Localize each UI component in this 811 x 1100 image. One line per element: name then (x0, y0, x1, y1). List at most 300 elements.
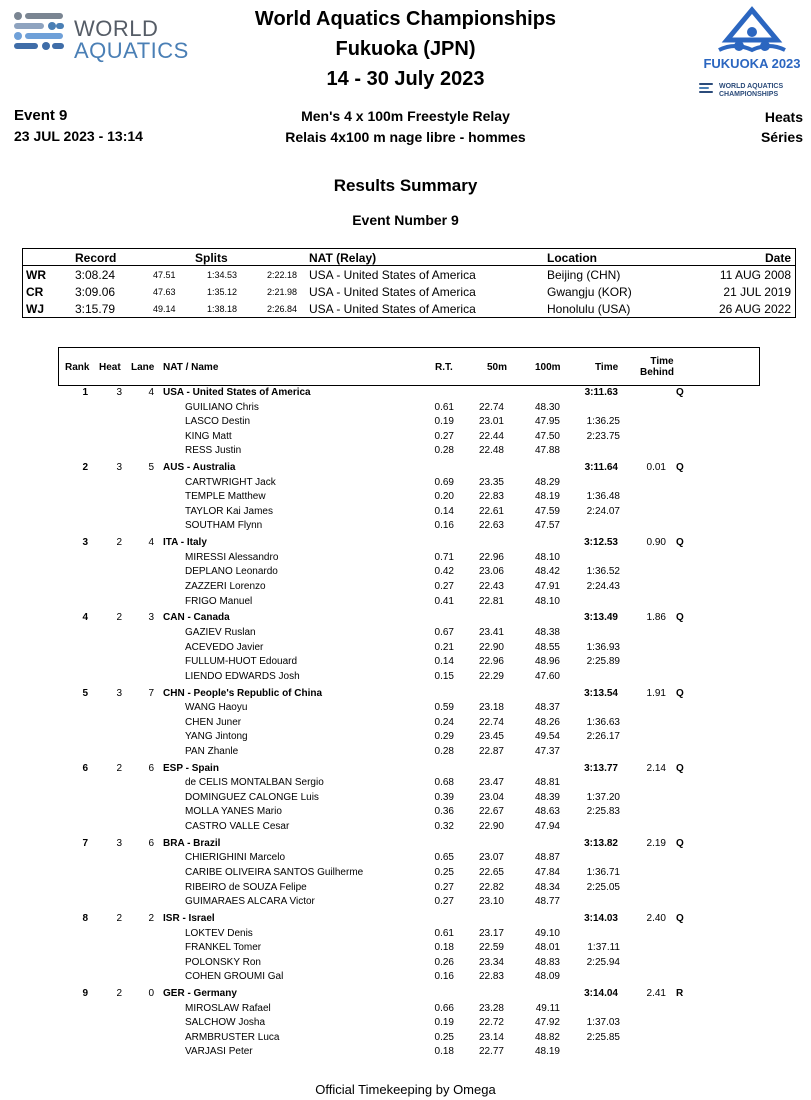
team-time-behind: 2.19 (646, 837, 666, 849)
swimmer-name: MIROSLAW Rafael (185, 1002, 271, 1014)
team-time: 3:14.04 (584, 988, 618, 1000)
team-heat: 2 (116, 537, 122, 549)
fukuoka-wac-text (719, 83, 783, 99)
swimmer-name: FRANKEL Tomer (185, 942, 262, 954)
team-row (0, 462, 811, 476)
swimmer-name: ZAZZERI Lorenzo (185, 580, 266, 592)
team-time-behind: 0.90 (646, 537, 666, 549)
records-header-splits: Splits (195, 251, 228, 265)
swimmer-name: POLONSKY Ron (185, 956, 261, 968)
swimmer-cumulative: 2:25.05 (586, 881, 620, 893)
swimmer-name: KING Matt (185, 430, 232, 442)
swimmer-100m: 47.59 (534, 505, 560, 517)
swimmer-reaction-time: 0.61 (434, 401, 454, 413)
team-rank: 7 (82, 837, 88, 849)
swimmer-cumulative: 1:37.03 (586, 1017, 620, 1029)
swimmer-cumulative: 2:24.43 (586, 580, 620, 592)
swimmer-row (0, 702, 811, 716)
swimmer-50m: 22.90 (478, 641, 504, 653)
swimmer-50m: 22.74 (478, 401, 504, 413)
swimmer-row (0, 402, 811, 416)
swimmer-100m: 48.10 (534, 551, 560, 563)
swimmer-100m: 48.09 (534, 971, 560, 983)
swimmer-100m: 48.34 (534, 881, 560, 893)
swimmer-50m: 23.17 (478, 927, 504, 939)
team-time-behind: 0.01 (646, 462, 666, 474)
swimmer-row (0, 852, 811, 866)
swimmer-50m: 23.01 (478, 416, 504, 428)
col-100m: 100m (535, 362, 561, 373)
swimmer-row (0, 746, 811, 760)
swimmer-100m: 49.10 (534, 927, 560, 939)
records-header-record: Record (75, 251, 117, 265)
swimmer-name: de CELIS MONTALBAN Sergio (185, 777, 324, 789)
swimmer-50m: 22.74 (478, 716, 504, 728)
swimmer-reaction-time: 0.16 (434, 971, 454, 983)
team-row (0, 988, 811, 1002)
swimmer-row (0, 445, 811, 459)
swimmer-name: DOMINGUEZ CALONGE Luis (185, 791, 319, 803)
swimmer-row (0, 717, 811, 731)
team-name: ESP - Spain (163, 762, 219, 774)
team-name: ITA - Italy (163, 537, 207, 549)
team-time: 3:11.64 (584, 462, 618, 474)
swimmer-50m: 22.43 (478, 580, 504, 592)
swimmer-reaction-time: 0.27 (434, 896, 454, 908)
record-row (23, 266, 795, 283)
swimmer-cumulative: 1:37.11 (587, 942, 620, 954)
team-time: 3:14.03 (584, 913, 618, 924)
fukuoka-wac-line2: CHAMPIONSHIPS (719, 91, 779, 98)
results-summary-title: Results Summary (333, 176, 478, 195)
swimmer-row (0, 1032, 811, 1046)
swimmer-name: YANG Jintong (185, 731, 248, 743)
swimmer-50m: 22.87 (478, 745, 504, 757)
swimmer-50m: 23.35 (478, 476, 504, 488)
team-heat: 3 (116, 837, 122, 849)
col-time-behind-1: Time (650, 356, 674, 367)
swimmer-cumulative: 1:37.20 (586, 791, 620, 803)
event-number-subtitle: Event Number 9 (352, 212, 459, 228)
swimmer-50m: 23.14 (478, 1031, 504, 1043)
swimmer-reaction-time: 0.41 (434, 595, 454, 607)
team-rank: 6 (82, 762, 88, 774)
record-date: 26 AUG 2022 (718, 302, 791, 316)
swimmer-reaction-time: 0.19 (434, 416, 454, 428)
swimmer-row (0, 416, 811, 430)
team-lane: 4 (148, 537, 154, 549)
swimmer-row (0, 821, 811, 835)
team-qualifier: Q (676, 687, 684, 699)
swimmer-reaction-time: 0.20 (434, 491, 454, 503)
swimmer-name: MIRESSI Alessandro (185, 551, 279, 563)
swimmer-50m: 23.10 (478, 896, 504, 908)
swimmer-row (0, 520, 811, 534)
swimmer-name: SOUTHAM Flynn (185, 520, 263, 532)
team-lane: 4 (148, 387, 154, 398)
record-code: WJ (26, 302, 44, 316)
swimmer-50m: 22.90 (478, 820, 504, 832)
swimmer-cumulative: 2:25.83 (586, 806, 620, 818)
swimmer-row (0, 566, 811, 580)
swimmer-row (0, 1046, 811, 1060)
team-name: ISR - Israel (163, 913, 215, 924)
swimmer-name: TEMPLE Matthew (185, 491, 266, 503)
swimmer-100m: 48.77 (534, 896, 560, 908)
results-header (58, 347, 760, 386)
championship-venue: Fukuoka (JPN) (335, 38, 476, 60)
event-number-label: Event 9 (14, 107, 68, 124)
swimmer-name: GUIMARAES ALCARA Victor (185, 896, 315, 908)
team-heat: 3 (116, 687, 122, 699)
swimmer-50m: 22.72 (478, 1017, 504, 1029)
swimmer-reaction-time: 0.18 (434, 942, 454, 954)
swimmer-row (0, 792, 811, 806)
swimmer-100m: 48.30 (534, 401, 560, 413)
swimmer-50m: 22.81 (478, 595, 504, 607)
team-qualifier: Q (676, 537, 684, 549)
swimmer-reaction-time: 0.36 (434, 806, 454, 818)
phase-en: Heats (764, 109, 803, 125)
swimmer-50m: 23.28 (478, 1002, 504, 1014)
swimmer-row (0, 777, 811, 791)
swimmer-50m: 22.83 (478, 971, 504, 983)
team-time-behind: 2.14 (646, 762, 666, 774)
team-lane: 2 (148, 913, 154, 924)
record-split-2: 1:38.18 (207, 304, 238, 314)
team-lane: 7 (148, 687, 154, 699)
swimmer-row (0, 896, 811, 910)
swimmer-reaction-time: 0.66 (434, 1002, 454, 1014)
swimmer-100m: 48.38 (534, 627, 560, 638)
swimmer-100m: 49.11 (535, 1002, 560, 1014)
team-row (0, 612, 811, 626)
record-date: 11 AUG 2008 (719, 268, 791, 282)
swimmer-name: MOLLA YANES Mario (185, 806, 282, 818)
swimmer-reaction-time: 0.28 (434, 745, 454, 757)
col-time-behind-2: Behind (640, 367, 674, 378)
col-nat-name: NAT / Name (163, 362, 219, 373)
swimmer-50m: 23.04 (478, 791, 504, 803)
swimmer-reaction-time: 0.42 (434, 566, 454, 578)
swimmer-name: PAN Zhanle (185, 745, 239, 757)
swimmer-cumulative: 2:25.94 (586, 956, 620, 968)
record-split-1: 47.63 (153, 287, 176, 297)
swimmer-100m: 47.95 (534, 416, 560, 428)
record-split-2: 1:34.53 (207, 270, 238, 280)
record-split-1: 47.51 (153, 270, 176, 280)
record-row (23, 300, 795, 317)
swimmer-cumulative: 1:36.52 (586, 566, 620, 578)
record-nat: USA - United States of America (309, 268, 476, 282)
swimmer-name: GAZIEV Ruslan (185, 627, 256, 638)
team-rank: 5 (82, 687, 88, 699)
phase-fr: Séries (760, 129, 803, 145)
swimmer-100m: 49.54 (534, 731, 560, 743)
team-lane: 3 (148, 612, 154, 624)
swimmer-name: LIENDO EDWARDS Josh (185, 670, 300, 682)
swimmer-reaction-time: 0.71 (434, 551, 454, 563)
team-rank: 3 (82, 537, 88, 549)
swimmer-reaction-time: 0.68 (434, 777, 454, 789)
team-heat: 3 (116, 387, 122, 398)
record-code: WR (26, 268, 46, 282)
team-qualifier: Q (676, 837, 684, 849)
team-heat: 2 (116, 762, 122, 774)
swimmer-100m: 48.42 (534, 566, 560, 578)
record-nat: USA - United States of America (309, 285, 476, 299)
swimmer-name: CHIERIGHINI Marcelo (185, 852, 286, 864)
record-split-2: 1:35.12 (207, 287, 238, 297)
event-date-time: 23 JUL 2023 - 13:14 (14, 128, 143, 144)
swimmer-row (0, 1003, 811, 1017)
team-rank: 8 (82, 913, 88, 924)
team-time: 3:13.49 (584, 612, 618, 624)
team-time: 3:13.82 (584, 837, 618, 849)
col-rt: R.T. (435, 362, 453, 373)
swimmer-name: VARJASI Peter (185, 1046, 253, 1058)
swimmer-reaction-time: 0.19 (434, 1017, 454, 1029)
swimmer-reaction-time: 0.14 (434, 656, 454, 668)
record-nat: USA - United States of America (309, 302, 476, 316)
swimmer-name: LOKTEV Denis (185, 927, 253, 939)
swimmer-100m: 47.88 (534, 445, 560, 457)
swimmer-100m: 47.92 (534, 1017, 560, 1029)
swimmer-name: CASTRO VALLE Cesar (185, 820, 290, 832)
team-time-behind: 2.41 (646, 988, 666, 1000)
record-date: 21 JUL 2019 (723, 285, 791, 299)
swimmer-name: FRIGO Manuel (185, 595, 253, 607)
swimmer-row (0, 477, 811, 491)
swimmer-50m: 22.59 (478, 942, 504, 954)
swimmer-cumulative: 1:36.63 (586, 716, 620, 728)
swimmer-row (0, 656, 811, 670)
swimmer-name: RIBEIRO de SOUZA Felipe (185, 881, 307, 893)
record-location: Gwangju (KOR) (547, 285, 632, 299)
team-qualifier: Q (676, 913, 684, 924)
team-qualifier: R (676, 988, 684, 1000)
team-heat: 2 (116, 913, 122, 924)
swimmer-100m: 48.63 (534, 806, 560, 818)
swimmer-name: CHEN Juner (185, 716, 242, 728)
team-lane: 0 (148, 988, 154, 1000)
championship-title: World Aquatics Championships (254, 8, 557, 30)
championship-dates: 14 - 30 July 2023 (326, 68, 485, 90)
record-split-3: 2:22.18 (267, 270, 298, 280)
swimmer-100m: 48.81 (534, 777, 560, 789)
swimmer-100m: 47.84 (534, 867, 560, 878)
team-rank: 9 (82, 988, 88, 1000)
swimmer-cumulative: 1:36.25 (586, 416, 620, 428)
swimmer-cumulative: 1:36.48 (586, 491, 620, 503)
records-header-location: Location (547, 251, 597, 265)
team-rank: 1 (82, 387, 88, 398)
swimmer-50m: 22.96 (478, 656, 504, 668)
swimmer-row (0, 731, 811, 745)
swimmer-100m: 48.55 (534, 641, 560, 653)
record-time: 3:08.24 (75, 268, 116, 282)
record-time: 3:15.79 (75, 302, 116, 316)
fukuoka-year-text: FUKUOKA 2023 (703, 56, 801, 71)
team-qualifier: Q (676, 462, 684, 474)
team-time: 3:13.77 (584, 762, 618, 774)
swimmer-reaction-time: 0.27 (434, 430, 454, 442)
swimmer-reaction-time: 0.16 (434, 520, 454, 532)
swimmer-100m: 48.19 (534, 491, 560, 503)
swimmer-50m: 23.41 (478, 627, 504, 638)
record-split-3: 2:21.98 (267, 287, 298, 297)
team-time: 3:11.63 (584, 387, 618, 398)
swimmer-100m: 48.96 (534, 656, 560, 668)
swimmer-100m: 48.19 (534, 1046, 560, 1058)
swimmer-row (0, 671, 811, 685)
swimmer-reaction-time: 0.26 (434, 956, 454, 968)
swimmer-name: WANG Haoyu (185, 702, 248, 714)
footer-timekeeping: Official Timekeeping by Omega (315, 1082, 496, 1097)
swimmer-reaction-time: 0.21 (434, 641, 454, 653)
record-location: Honolulu (USA) (547, 302, 631, 316)
swimmer-50m: 22.67 (478, 806, 504, 818)
swimmer-reaction-time: 0.32 (434, 820, 454, 832)
mini-wa-logo-icon (699, 83, 715, 95)
swimmer-name: ARMBRUSTER Luca (185, 1031, 280, 1043)
swimmer-row (0, 1017, 811, 1031)
team-row (0, 763, 811, 777)
team-row (0, 838, 811, 852)
swimmer-reaction-time: 0.67 (434, 627, 454, 638)
swimmer-name: SALCHOW Josha (185, 1017, 266, 1029)
team-heat: 2 (116, 612, 122, 624)
team-time-behind: 1.86 (646, 612, 666, 624)
swimmer-reaction-time: 0.27 (434, 580, 454, 592)
swimmer-100m: 47.94 (534, 820, 560, 832)
swimmer-reaction-time: 0.69 (434, 476, 454, 488)
team-qualifier: Q (676, 387, 684, 398)
swimmer-reaction-time: 0.61 (434, 927, 454, 939)
swimmer-50m: 22.65 (478, 867, 504, 878)
swimmer-100m: 47.50 (534, 430, 560, 442)
swimmer-100m: 47.57 (534, 520, 560, 532)
swimmer-100m: 47.37 (534, 745, 560, 757)
team-time-behind: 2.40 (646, 913, 666, 924)
swimmer-100m: 47.91 (534, 580, 560, 592)
record-time: 3:09.06 (75, 285, 116, 299)
swimmer-reaction-time: 0.15 (434, 670, 454, 682)
team-rank: 2 (82, 462, 88, 474)
swimmer-row (0, 806, 811, 820)
col-lane: Lane (131, 362, 155, 373)
team-row (0, 913, 811, 927)
swimmer-name: CARIBE OLIVEIRA SANTOS Guilherme (185, 867, 364, 878)
team-name: USA - United States of America (163, 387, 311, 398)
swimmer-name: RESS Justin (185, 445, 242, 457)
swimmer-row (0, 581, 811, 595)
swimmer-100m: 48.10 (534, 595, 560, 607)
swimmer-row (0, 431, 811, 445)
team-heat: 2 (116, 988, 122, 1000)
records-header-nat: NAT (Relay) (309, 251, 377, 265)
swimmer-reaction-time: 0.25 (434, 867, 454, 878)
fukuoka-2023-logo (697, 6, 807, 100)
team-rank: 4 (82, 612, 88, 624)
swimmer-name: ACEVEDO Javier (185, 641, 264, 653)
swimmer-100m: 48.83 (534, 956, 560, 968)
logo-text-line1: WORLD (74, 16, 159, 41)
team-name: GER - Germany (163, 988, 237, 1000)
swimmer-50m: 23.06 (478, 566, 504, 578)
team-row (0, 387, 811, 401)
event-name-en: Men's 4 x 100m Freestyle Relay (301, 108, 510, 124)
team-lane: 6 (148, 837, 154, 849)
swimmer-name: FULLUM-HUOT Edouard (185, 656, 298, 668)
team-time: 3:13.54 (584, 687, 618, 699)
swimmer-50m: 23.34 (478, 956, 504, 968)
team-qualifier: Q (676, 762, 684, 774)
swimmer-100m: 48.87 (534, 852, 560, 864)
swimmer-reaction-time: 0.59 (434, 702, 454, 714)
team-name: BRA - Brazil (163, 837, 221, 849)
swimmer-row (0, 627, 811, 641)
swimmer-100m: 47.60 (534, 670, 560, 682)
records-header-date: Date (764, 251, 791, 265)
swimmer-50m: 22.44 (478, 430, 504, 442)
swimmer-50m: 22.48 (478, 445, 504, 457)
swimmer-name: TAYLOR Kai James (185, 505, 273, 517)
record-code: CR (26, 285, 44, 299)
swimmer-name: LASCO Destin (185, 416, 251, 428)
swimmer-cumulative: 2:25.85 (586, 1031, 620, 1043)
team-heat: 3 (116, 462, 122, 474)
swimmer-50m: 22.29 (478, 670, 504, 682)
team-lane: 6 (148, 762, 154, 774)
swimmer-50m: 23.47 (478, 777, 504, 789)
col-rank: Rank (65, 362, 90, 373)
fukuoka-emblem-icon (697, 6, 807, 56)
swimmer-100m: 48.82 (534, 1031, 560, 1043)
swimmer-row (0, 552, 811, 566)
swimmer-name: GUILIANO Chris (185, 401, 259, 413)
swimmer-50m: 22.77 (478, 1046, 504, 1058)
record-location: Beijing (CHN) (547, 268, 621, 282)
team-row (0, 537, 811, 551)
swimmer-reaction-time: 0.27 (434, 881, 454, 893)
swimmer-50m: 22.83 (478, 491, 504, 503)
swimmer-reaction-time: 0.25 (434, 1031, 454, 1043)
swimmer-cumulative: 2:26.17 (586, 731, 620, 743)
swimmer-cumulative: 2:25.89 (586, 656, 620, 668)
swimmer-row (0, 506, 811, 520)
event-name-fr: Relais 4x100 m nage libre - hommes (285, 129, 526, 145)
team-time: 3:12.53 (584, 537, 618, 549)
records-table (22, 248, 796, 318)
team-qualifier: Q (676, 612, 684, 624)
swimmer-50m: 22.82 (478, 881, 504, 893)
record-row (23, 283, 795, 300)
swimmer-50m: 22.61 (478, 505, 504, 517)
swimmer-row (0, 942, 811, 956)
swimmer-50m: 22.63 (478, 520, 504, 532)
swimmer-reaction-time: 0.18 (434, 1046, 454, 1058)
swimmer-cumulative: 1:36.93 (586, 641, 620, 653)
swimmer-reaction-time: 0.39 (434, 791, 454, 803)
swimmer-name: CARTWRIGHT Jack (185, 476, 276, 488)
swimmer-row (0, 928, 811, 942)
swimmer-100m: 48.37 (534, 702, 560, 714)
swimmer-50m: 23.45 (478, 731, 504, 743)
col-heat: Heat (99, 362, 121, 373)
swimmer-cumulative: 2:24.07 (586, 505, 620, 517)
swimmer-row (0, 867, 811, 881)
